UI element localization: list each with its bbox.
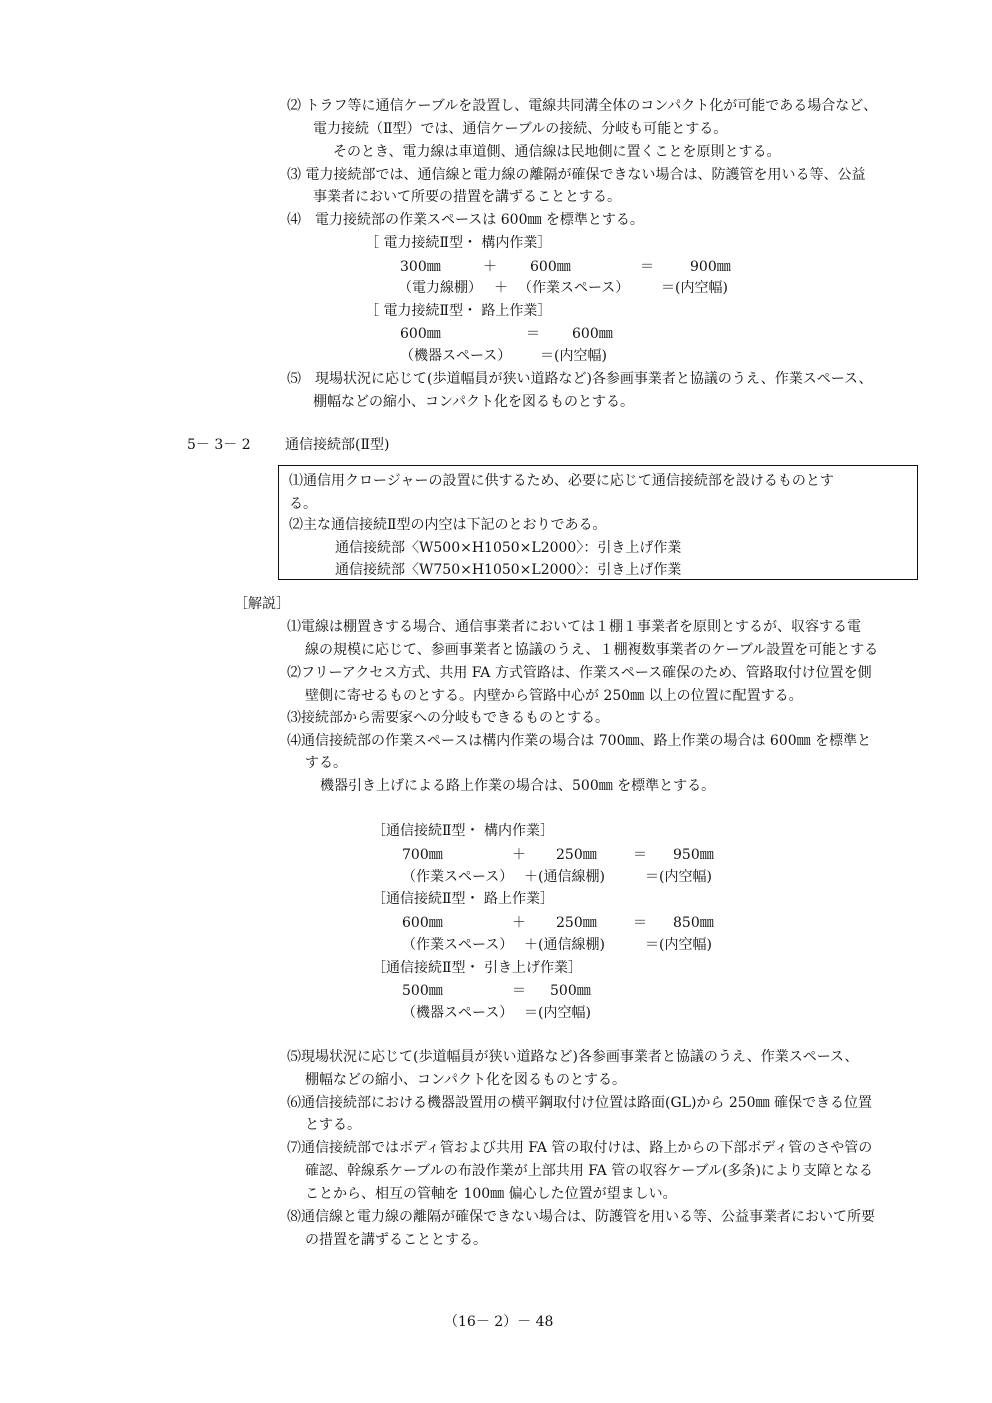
calc5-value1: 500㎜ bbox=[402, 983, 443, 999]
calc2-title: ［ 電力接続Ⅱ型・ 路上作業］ bbox=[365, 303, 552, 319]
item-2-line1: ⑵ トラフ等に通信ケーブルを設置し、電線共同溝全体のコンパクト化が可能である場合など、 bbox=[287, 98, 878, 114]
calc3-value3: 950㎜ bbox=[673, 847, 714, 863]
calc4-value1: 600㎜ bbox=[402, 915, 443, 931]
expl-7-line3: ことから、相互の管軸を 100㎜ 偏心した位置が望ましい。 bbox=[305, 1186, 677, 1202]
kaisetsu-heading: ［解説］ bbox=[234, 596, 290, 612]
calc5-label2: ＝(内空幅) bbox=[524, 1005, 591, 1021]
calc2-value2: 600㎜ bbox=[572, 326, 613, 342]
box-line5: 通信接続部〈W750×H1050×L2000〉：引き上げ作業 bbox=[335, 562, 682, 578]
calc2-label2: ＝(内空幅) bbox=[540, 348, 607, 364]
calc4-value3: 850㎜ bbox=[673, 915, 714, 931]
item-5-line2: 棚幅などの縮小、コンパクト化を図るものとする。 bbox=[313, 394, 635, 410]
expl-3: ⑶接続部から需要家への分岐もできるものとする。 bbox=[287, 710, 609, 726]
section-number: 5－ 3－ 2 bbox=[187, 437, 251, 453]
calc4-label3: ＝(内空幅) bbox=[645, 937, 712, 953]
calc2-op1: ＝ bbox=[526, 326, 540, 342]
calc3-op2: ＝ bbox=[633, 847, 647, 863]
expl-4-line3: 機器引き上げによる路上作業の場合は、500㎜ を標準とする。 bbox=[320, 778, 716, 794]
calc2-label1: （機器スペース） bbox=[400, 348, 512, 364]
calc1-label1: （電力線棚） bbox=[398, 280, 482, 296]
page-number: （16－ 2）－ 48 bbox=[444, 1314, 554, 1330]
item-4: ⑷ 電力接続部の作業スペースは 600㎜ を標準とする。 bbox=[287, 212, 644, 228]
expl-5-line1: ⑸現場状況に応じて(歩道幅員が狭い道路など)各参画事業者と協議のうえ、作業スペース、 bbox=[287, 1049, 859, 1065]
calc3-value1: 700㎜ bbox=[402, 847, 443, 863]
expl-5-line2: 棚幅などの縮小、コンパクト化を図るものとする。 bbox=[305, 1072, 627, 1088]
expl-1-line1: ⑴電線は棚置きする場合、通信事業者においては１棚１事業者を原則とするが、収容する電 bbox=[287, 619, 861, 635]
section-title: 通信接続部(Ⅱ型) bbox=[285, 437, 390, 453]
calc2-value1: 600㎜ bbox=[400, 326, 441, 342]
box-line4: 通信接続部〈W500×H1050×L2000〉：引き上げ作業 bbox=[335, 540, 682, 556]
expl-2-line1: ⑵フリーアクセス方式、共用 FA 方式管路は、作業スペース確保のため、管路取付け位置を側 bbox=[287, 665, 872, 681]
calc1-label3: ＝(内空幅) bbox=[661, 280, 728, 296]
calc1-op1: ＋ bbox=[483, 259, 497, 275]
item-3-line1: ⑶ 電力接続部では、通信線と電力線の離隔が確保できない場合は、防護管を用いる等、公益 bbox=[287, 167, 866, 183]
calc3-label1: （作業スペース） bbox=[402, 869, 514, 885]
expl-8-line2: の措置を講ずることとする。 bbox=[305, 1232, 487, 1248]
expl-4-line1: ⑷通信接続部の作業スペースは構内作業の場合は 700㎜、路上作業の場合は 600㎜ を標準と bbox=[287, 733, 872, 749]
calc3-value2: 250㎜ bbox=[556, 847, 597, 863]
calc1-value3: 900㎜ bbox=[690, 259, 731, 275]
expl-1-line2: 線の規模に応じて、参画事業者と協議のうえ、１棚複数事業者のケーブル設置を可能とする bbox=[305, 642, 879, 658]
calc4-label2: ＋(通信線棚) bbox=[524, 937, 605, 953]
expl-4-line2: する。 bbox=[305, 755, 347, 771]
calc1-value1: 300㎜ bbox=[400, 259, 441, 275]
calc1-title: ［ 電力接続Ⅱ型・ 構内作業］ bbox=[365, 235, 552, 251]
item-2-line3: そのとき、電力線は車道側、通信線は民地側に置くことを原則とする。 bbox=[333, 144, 781, 160]
calc4-op1: ＋ bbox=[512, 915, 526, 931]
item-5-line1: ⑸ 現場状況に応じて(歩道幅員が狭い道路など)各参画事業者と協議のうえ、作業スペース、 bbox=[287, 371, 873, 387]
expl-8-line1: ⑻通信線と電力線の離隔が確保できない場合は、防護管を用いる等、公益事業者において所要 bbox=[287, 1209, 875, 1225]
calc5-label1: （機器スペース） bbox=[402, 1005, 514, 1021]
calc1-op2: ＝ bbox=[640, 259, 654, 275]
expl-6-line1: ⑹通信接続部における機器設置用の横平鋼取付け位置は路面(GL)から 250㎜ 確保できる位置 bbox=[287, 1095, 873, 1111]
calc4-title: ［通信接続Ⅱ型・ 路上作業］ bbox=[372, 891, 554, 907]
calc4-label1: （作業スペース） bbox=[402, 937, 514, 953]
expl-7-line1: ⑺通信接続部ではボディ管および共用 FA 管の取付けは、路上からの下部ボディ管のさや管の bbox=[287, 1140, 873, 1156]
calc3-title: ［通信接続Ⅱ型・ 構内作業］ bbox=[372, 823, 554, 839]
box-line3: ⑵主な通信接続Ⅱ型の内空は下記のとおりである。 bbox=[289, 517, 607, 533]
calc1-op3: ＋ bbox=[494, 280, 508, 296]
calc1-value2: 600㎜ bbox=[530, 259, 571, 275]
item-2-line2: 電力接続（Ⅱ型）では、通信ケーブルの接続、分岐も可能とする。 bbox=[313, 121, 728, 137]
expl-6-line2: とする。 bbox=[305, 1117, 361, 1133]
expl-2-line2: 壁側に寄せるものとする。内壁から管路中心が 250㎜ 以上の位置に配置する。 bbox=[305, 688, 803, 704]
calc5-op1: ＝ bbox=[512, 983, 526, 999]
calc3-label2: ＋(通信線棚) bbox=[524, 869, 605, 885]
calc5-title: ［通信接続Ⅱ型・ 引き上げ作業］ bbox=[372, 960, 582, 976]
calc5-value2: 500㎜ bbox=[550, 983, 591, 999]
calc4-op2: ＝ bbox=[633, 915, 647, 931]
expl-7-line2: 確認、幹線系ケーブルの布設作業が上部共用 FA 管の収容ケーブル(多条)により支障となる bbox=[305, 1163, 873, 1179]
box-line2: る。 bbox=[289, 496, 317, 512]
calc4-value2: 250㎜ bbox=[556, 915, 597, 931]
item-3-line2: 事業者において所要の措置を講ずることとする。 bbox=[313, 189, 621, 205]
box-line1: ⑴通信用クロージャーの設置に供するため、必要に応じて通信接続部を設けるものとす bbox=[289, 473, 834, 489]
calc3-op1: ＋ bbox=[512, 847, 526, 863]
calc3-label3: ＝(内空幅) bbox=[645, 869, 712, 885]
calc1-label2: （作業スペース） bbox=[518, 280, 630, 296]
